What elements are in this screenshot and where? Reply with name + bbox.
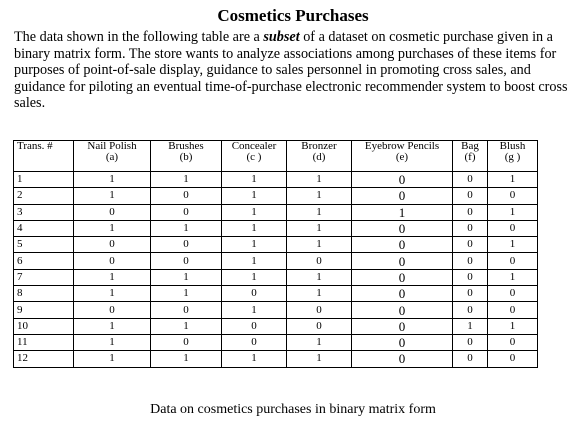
transaction-number-cell: 4 — [14, 220, 74, 236]
table-cell: 0 — [352, 237, 453, 253]
table-cell: 0 — [453, 204, 488, 220]
table-row — [14, 237, 538, 253]
column-code: (b) — [179, 151, 193, 163]
table-row — [14, 334, 538, 350]
table-cell: 1 — [287, 269, 352, 285]
column-code: (d) — [312, 151, 326, 163]
table-cell: 1 — [74, 188, 151, 204]
table-cell: 1 — [222, 253, 287, 269]
intro-text-part2: of a dataset on cosmetic purchase given in a binary matrix form. The store wants to analyze associations among purchases of these items for purposes of point-of-sale display, guidance to sales personnel in promoting cross sales, and guidance for piloting an eventual time-of-purchase electronic recommender system to boost cross sales. — [14, 29, 568, 112]
table-cell: 0 — [488, 351, 538, 367]
table-cell: 0 — [151, 188, 222, 204]
table-cell: 0 — [151, 237, 222, 253]
table-cell: 1 — [222, 188, 287, 204]
column-name: Blush — [499, 140, 526, 152]
column-header — [488, 141, 538, 172]
table-cell: 0 — [352, 269, 453, 285]
column-header — [287, 141, 352, 172]
table-row — [14, 220, 538, 236]
column-code: (f) — [464, 151, 476, 163]
table-cell: 1 — [74, 286, 151, 302]
column-header — [453, 141, 488, 172]
table-header-row — [14, 141, 538, 172]
table-cell: 0 — [151, 253, 222, 269]
table-cell: 0 — [453, 334, 488, 350]
table-cell: 1 — [151, 269, 222, 285]
column-code: (g ) — [504, 151, 521, 163]
table-cell: 0 — [151, 334, 222, 350]
table-cell: 0 — [488, 286, 538, 302]
table-cell: 0 — [352, 351, 453, 367]
table-cell: 1 — [222, 302, 287, 318]
table-cell: 1 — [287, 188, 352, 204]
table-cell: 1 — [222, 237, 287, 253]
table-cell: 1 — [222, 220, 287, 236]
table-cell: 0 — [453, 351, 488, 367]
page-title: Cosmetics Purchases — [217, 6, 369, 25]
transaction-number-cell: 1 — [14, 172, 74, 188]
table-cell: 0 — [453, 302, 488, 318]
table-cell: 1 — [287, 172, 352, 188]
table-row — [14, 351, 538, 367]
table-row — [14, 286, 538, 302]
column-header — [14, 141, 74, 172]
table-cell: 0 — [352, 253, 453, 269]
table-cell: 1 — [287, 351, 352, 367]
table-cell: 0 — [488, 302, 538, 318]
table-row — [14, 204, 538, 220]
table-row — [14, 302, 538, 318]
table-cell: 0 — [222, 286, 287, 302]
table-cell: 1 — [287, 237, 352, 253]
table-cell: 1 — [352, 204, 453, 220]
transaction-number-cell: 12 — [14, 351, 74, 367]
column-name: Concealer — [231, 140, 277, 152]
transaction-number-cell: 2 — [14, 188, 74, 204]
table-cell: 1 — [222, 351, 287, 367]
table-cell: 0 — [453, 188, 488, 204]
column-code: (c ) — [246, 151, 262, 163]
table-cell: 0 — [287, 302, 352, 318]
table-cell: 0 — [287, 318, 352, 334]
table-cell: 0 — [453, 237, 488, 253]
column-code: (a) — [105, 151, 119, 163]
table-body — [14, 172, 538, 368]
transaction-number-cell: 11 — [14, 334, 74, 350]
transaction-number-cell: 10 — [14, 318, 74, 334]
table-cell: 0 — [488, 220, 538, 236]
table-cell: 1 — [287, 334, 352, 350]
table-cell: 0 — [74, 237, 151, 253]
column-name: Brushes — [168, 140, 204, 152]
table-cell: 0 — [453, 172, 488, 188]
table-cell: 1 — [222, 269, 287, 285]
table-cell: 0 — [287, 253, 352, 269]
column-header — [222, 141, 287, 172]
table-row — [14, 269, 538, 285]
table-cell: 1 — [74, 334, 151, 350]
table-cell: 1 — [151, 318, 222, 334]
table-cell: 1 — [488, 172, 538, 188]
table-cell: 0 — [453, 253, 488, 269]
intro-emphasis: subset — [263, 29, 300, 45]
table-cell: 0 — [74, 302, 151, 318]
purchases-table — [13, 140, 538, 368]
table-row — [14, 253, 538, 269]
table-cell: 1 — [151, 172, 222, 188]
column-name: Trans. # — [17, 140, 53, 152]
table-cell: 0 — [222, 318, 287, 334]
table-cell: 0 — [453, 269, 488, 285]
table-cell: 1 — [453, 318, 488, 334]
intro-paragraph — [14, 29, 582, 112]
transaction-number-cell: 5 — [14, 237, 74, 253]
table-row — [14, 188, 538, 204]
column-code: (e) — [395, 151, 409, 163]
table-cell: 0 — [352, 172, 453, 188]
table-cell: 1 — [287, 204, 352, 220]
table-cell: 0 — [488, 253, 538, 269]
table-cell: 1 — [488, 318, 538, 334]
transaction-number-cell: 6 — [14, 253, 74, 269]
table-cell: 1 — [488, 204, 538, 220]
table-cell: 1 — [488, 237, 538, 253]
table-row — [14, 172, 538, 188]
table-cell: 0 — [352, 188, 453, 204]
table-row — [14, 318, 538, 334]
table-cell: 0 — [352, 334, 453, 350]
table-cell: 1 — [488, 269, 538, 285]
table-cell: 1 — [151, 286, 222, 302]
transaction-number-cell: 9 — [14, 302, 74, 318]
table-cell: 1 — [74, 220, 151, 236]
transaction-number-cell: 7 — [14, 269, 74, 285]
column-name: Bronzer — [301, 140, 337, 152]
table-cell: 1 — [74, 351, 151, 367]
intro-text-part1: The data shown in the following table are a — [14, 29, 264, 45]
table-cell: 1 — [222, 172, 287, 188]
column-header — [74, 141, 151, 172]
table-cell: 0 — [453, 286, 488, 302]
column-header — [151, 141, 222, 172]
column-header — [352, 141, 453, 172]
transaction-number-cell: 3 — [14, 204, 74, 220]
column-name: Nail Polish — [87, 140, 137, 152]
table-cell: 1 — [222, 204, 287, 220]
table-cell: 1 — [74, 318, 151, 334]
column-name: Bag — [461, 140, 479, 152]
transaction-number-cell: 8 — [14, 286, 74, 302]
table-caption: Data on cosmetics purchases in binary matrix form — [150, 402, 436, 417]
table-cell: 1 — [151, 220, 222, 236]
table-cell: 1 — [74, 269, 151, 285]
table-cell: 0 — [453, 220, 488, 236]
table-cell: 1 — [287, 220, 352, 236]
table-cell: 0 — [488, 334, 538, 350]
table-cell: 0 — [352, 220, 453, 236]
table-cell: 0 — [74, 204, 151, 220]
table-cell: 0 — [222, 334, 287, 350]
column-name: Eyebrow Pencils — [364, 140, 440, 152]
table-cell: 1 — [287, 286, 352, 302]
table-cell: 0 — [151, 302, 222, 318]
table-cell: 1 — [74, 172, 151, 188]
table-cell: 1 — [151, 351, 222, 367]
table-cell: 0 — [352, 286, 453, 302]
table-cell: 0 — [352, 302, 453, 318]
table-cell: 0 — [151, 204, 222, 220]
table-cell: 0 — [74, 253, 151, 269]
table-cell: 0 — [352, 318, 453, 334]
table-cell: 0 — [488, 188, 538, 204]
